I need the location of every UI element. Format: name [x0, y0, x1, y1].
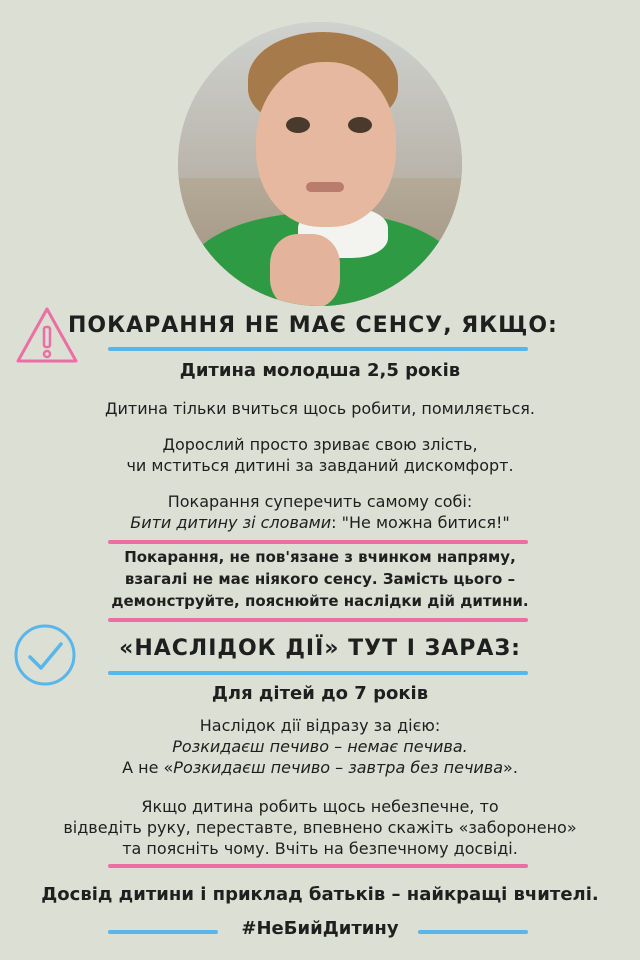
section1-bold-line2: взагалі не має ніякого сенсу. Замість цього –	[124, 570, 516, 588]
divider	[108, 864, 528, 868]
section2-paragraph1-line1: Наслідок дії відразу за дією:	[199, 716, 441, 735]
italic-phrase: Розкидаєш печиво – завтра без печива	[173, 758, 504, 777]
section1-paragraph3-line1: Покарання суперечить самому собі:	[167, 492, 473, 511]
footer-text: Досвід дитини і приклад батьків – найкращі вчителі.	[41, 884, 599, 905]
section1-bold-line3: демонструйте, пояснюйте наслідки дій дитини.	[111, 592, 529, 610]
section1-paragraph1: Дитина тільки вчиться щось робити, помиляється.	[105, 399, 535, 418]
italic-phrase: Бити дитину зі словами	[130, 513, 332, 532]
quote-phrase: : "Не можна битися!"	[331, 513, 510, 532]
divider	[108, 671, 528, 675]
section2-paragraph2-line2: відведіть руку, переставте, впевнено скажіть «заборонено»	[63, 818, 577, 837]
section1-paragraph3-line2	[0, 512, 640, 533]
section2-paragraph1-line2: Розкидаєш печиво – немає печива.	[172, 737, 468, 756]
divider	[108, 540, 528, 544]
section2-subtitle: Для дітей до 7 років	[211, 683, 429, 704]
section2-title: «НАСЛІДОК ДІЇ» ТУТ І ЗАРАЗ:	[119, 636, 521, 661]
hashtag: #НеБийДитину	[241, 918, 399, 939]
section1-bold-line1: Покарання, не пов'язане з вчинком напряму,	[124, 548, 516, 566]
divider	[108, 618, 528, 622]
section1-paragraph2-line1: Дорослий просто зриває свою злість,	[162, 435, 478, 454]
section1-paragraph2-line2: чи мститься дитині за завданий дискомфорт.	[126, 456, 514, 475]
section1-title: ПОКАРАННЯ НЕ МАЄ СЕНСУ, ЯКЩО:	[68, 313, 558, 338]
text-prefix: А не «	[122, 758, 174, 777]
child-photo	[178, 22, 462, 306]
divider	[418, 930, 528, 934]
section2-paragraph1-line3	[0, 757, 640, 778]
section2-paragraph2-line3: та поясніть чому. Вчіть на безпечному досвіді.	[122, 839, 518, 858]
section1-subtitle: Дитина молодша 2,5 років	[179, 360, 461, 381]
section2-paragraph2-line1: Якщо дитина робить щось небезпечне, то	[141, 797, 499, 816]
text-suffix: ».	[503, 758, 518, 777]
divider	[108, 347, 528, 351]
